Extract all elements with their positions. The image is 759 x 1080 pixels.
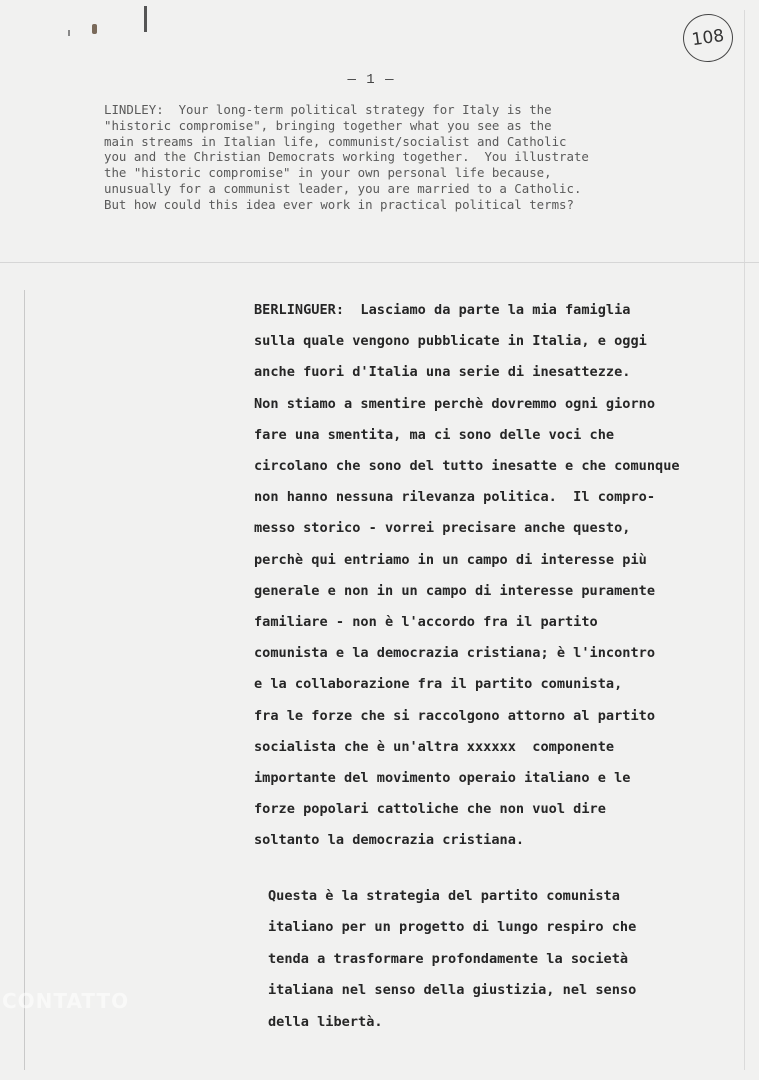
answer-line: italiano per un progetto di lungo respiro che bbox=[268, 919, 637, 936]
archive-number-stamp bbox=[680, 11, 736, 65]
question-line: the "historic compromise" in your own personal life because, bbox=[104, 165, 552, 181]
answer-line: soltanto la democrazia cristiana. bbox=[254, 832, 525, 849]
ink-mark bbox=[92, 24, 97, 34]
question-line: "historic compromise", bringing together what you see as the bbox=[104, 117, 552, 133]
answer-line: messo storico - vorrei precisare anche questo, bbox=[254, 520, 631, 537]
ink-mark bbox=[144, 6, 147, 32]
answer-line: perchè qui entriamo in un campo di interesse più bbox=[254, 551, 647, 568]
answer-line: sulla quale vengono pubblicate in Italia, e oggi bbox=[254, 333, 647, 350]
answer-line: italiana nel senso della giustizia, nel senso bbox=[268, 982, 637, 999]
answer-line: comunista e la democrazia cristiana; è l'incontro bbox=[254, 645, 656, 662]
question-line: LINDLEY: Your long-term political strategy for Italy is the bbox=[104, 102, 552, 117]
archive-watermark: CONTATTO bbox=[2, 989, 130, 1013]
answer-line: anche fuori d'Italia una serie di inesattezze. bbox=[254, 364, 631, 381]
answer-line: importante del movimento operaio italiano e le bbox=[254, 770, 631, 787]
answer-line: tenda a trasformare profondamente la società bbox=[268, 950, 629, 967]
question-line: main streams in Italian life, communist/socialist and Catholic bbox=[104, 133, 567, 149]
answer-line: Questa è la strategia del partito comunista bbox=[268, 888, 620, 904]
answer-line: BERLINGUER: Lasciamo da parte la mia famiglia bbox=[254, 302, 631, 318]
answer-line: non hanno nessuna rilevanza politica. Il compro- bbox=[254, 489, 656, 506]
answer-second-paragraph bbox=[268, 881, 738, 1038]
answer-line: generale e non in un campo di interesse puramente bbox=[254, 582, 656, 599]
answer-line: circolano che sono del tutto inesatte e che comunque bbox=[254, 458, 680, 475]
page-edge-left bbox=[24, 290, 25, 1070]
answer-line: fra le forze che si raccolgono attorno al partito bbox=[254, 707, 656, 724]
question-line: unusually for a communist leader, you are married to a Catholic. bbox=[104, 180, 582, 196]
answer-line: forze popolari cattoliche che non vuol dire bbox=[254, 801, 606, 818]
answer-line: familiare - non è l'accordo fra il partito bbox=[254, 614, 598, 631]
answer-line: Non stiamo a smentire perchè dovremmo ogni giorno bbox=[254, 395, 656, 412]
archive-number: 108 bbox=[690, 25, 726, 51]
answer-line: fare una smentita, ma ci sono delle voci che bbox=[254, 426, 615, 443]
question-line: you and the Christian Democrats working together. You illustrate bbox=[104, 149, 589, 165]
interviewee-answer bbox=[254, 295, 744, 857]
paper-fold-line bbox=[0, 262, 759, 263]
page-edge-right bbox=[744, 10, 745, 1070]
ink-mark bbox=[68, 30, 70, 36]
answer-line: della libertà. bbox=[268, 1013, 383, 1030]
question-line: But how could this idea ever work in practical political terms? bbox=[104, 196, 574, 212]
answer-line: socialista che è un'altra xxxxxx componente bbox=[254, 738, 615, 755]
page-number: — 1 — bbox=[347, 72, 395, 88]
answer-line: e la collaborazione fra il partito comunista, bbox=[254, 676, 623, 693]
interviewer-question bbox=[104, 102, 744, 213]
